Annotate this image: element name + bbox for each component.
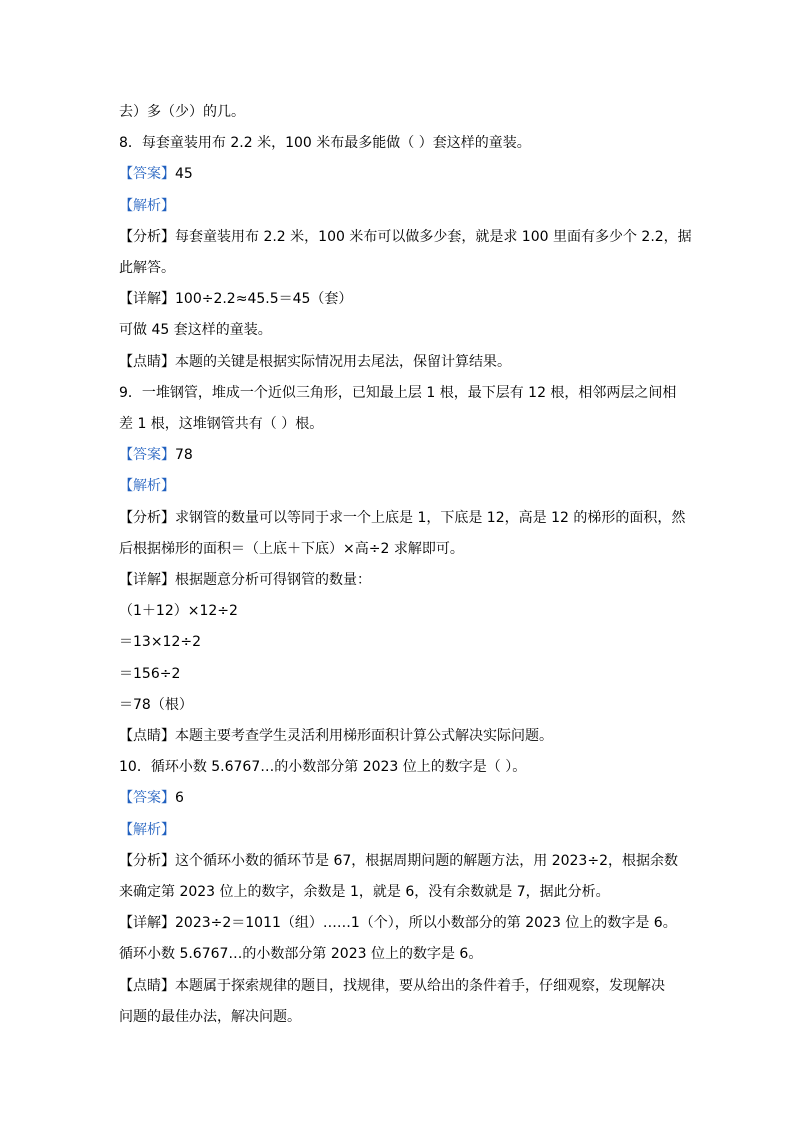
- line-text: 78: [175, 447, 193, 463]
- analysis-heading: [119, 476, 679, 496]
- formula-line: [119, 632, 679, 652]
- line-text: 根据题意分析可得钢管的数量：: [175, 572, 371, 588]
- line-text: 6: [175, 790, 184, 806]
- question-10: [119, 757, 679, 777]
- analysis-heading: [119, 196, 679, 216]
- analysis-heading: [119, 820, 679, 840]
- line-text: 每套童装用布 2.2 米，100 米布可以做多少套，就是求 100 里面有多少个 2.2，据: [175, 229, 692, 245]
- text-line: [119, 539, 679, 559]
- line-text: 本题的关键是根据实际情况用去尾法，保留计算结果。: [175, 354, 511, 370]
- line-text: 9．一堆钢管，堆成一个近似三角形，已知最上层 1 根，最下层有 12 根，相邻两层之间相: [119, 385, 677, 401]
- line-text: 本题主要考查学生灵活利用梯形面积计算公式解决实际问题。: [175, 728, 553, 744]
- line-text: 求钢管的数量可以等同于求一个上底是 1，下底是 12，高是 12 的梯形的面积，然: [175, 510, 686, 526]
- comment-tag: 【点睛】: [119, 354, 175, 370]
- answer-line: [119, 164, 679, 184]
- line-text: 来确定第 2023 位上的数字，余数是 1，就是 6，没有余数就是 7，据此分析。: [119, 884, 610, 900]
- answer-tag: 【答案】: [119, 166, 175, 182]
- line-text: （1＋12）×12÷2: [119, 603, 238, 619]
- line-text: ＝78（根）: [119, 697, 193, 713]
- answer-line: [119, 445, 679, 465]
- formula-line: [119, 664, 679, 684]
- line-text: 100÷2.2≈45.5＝45（套）: [175, 291, 353, 307]
- comment-tag: 【点睛】: [119, 978, 175, 994]
- formula-line: [119, 695, 679, 715]
- line-text: 后根据梯形的面积＝（上底＋下底）×高÷2 求解即可。: [119, 541, 464, 557]
- line-text: 此解答。: [119, 260, 175, 276]
- text-line: [119, 1007, 679, 1027]
- line-text: 这个循环小数的循环节是 67，根据周期问题的解题方法，用 2023÷2，根据余数: [175, 853, 678, 869]
- question-8: [119, 133, 679, 153]
- detail-line: [119, 913, 679, 933]
- text-line: [119, 944, 679, 964]
- detail-tag: 【详解】: [119, 915, 175, 931]
- fenxi-line: [119, 508, 686, 528]
- analysis-tag: 【解析】: [119, 198, 175, 214]
- question-9: [119, 383, 679, 403]
- comment-line: [119, 726, 679, 746]
- detail-tag: 【详解】: [119, 291, 175, 307]
- analysis-tag: 【解析】: [119, 478, 175, 494]
- line-text: 45: [175, 166, 193, 182]
- line-text: 问题的最佳办法，解决问题。: [119, 1009, 301, 1025]
- fenxi-tag: 【分析】: [119, 510, 175, 526]
- comment-tag: 【点睛】: [119, 728, 175, 744]
- line-text: 2023÷2＝1011（组）……1（个），所以小数部分的第 2023 位上的数字是 6。: [175, 915, 677, 931]
- text-line: [119, 320, 679, 340]
- fenxi-line: [119, 227, 692, 247]
- answer-line: [119, 788, 679, 808]
- line-text: 8．每套童装用布 2.2 米，100 米布最多能做（ ）套这样的童装。: [119, 135, 531, 151]
- formula-line: [119, 601, 679, 621]
- comment-line: [119, 352, 679, 372]
- fenxi-line: [119, 851, 679, 871]
- detail-line: [119, 289, 679, 309]
- line-text: 可做 45 套这样的童装。: [119, 322, 272, 338]
- fenxi-tag: 【分析】: [119, 853, 175, 869]
- line-text: 本题属于探索规律的题目，找规律，要从给出的条件着手，仔细观察，发现解决: [175, 978, 665, 994]
- answer-tag: 【答案】: [119, 790, 175, 806]
- analysis-tag: 【解析】: [119, 822, 175, 838]
- line-text: 循环小数 5.6767…的小数部分第 2023 位上的数字是 6。: [119, 946, 483, 962]
- text-line: [119, 102, 679, 122]
- line-text: 差 1 根，这堆钢管共有（ ）根。: [119, 416, 324, 432]
- comment-line: [119, 976, 679, 996]
- line-text: 10．循环小数 5.6767…的小数部分第 2023 位上的数字是（ ）。: [119, 759, 527, 775]
- fenxi-tag: 【分析】: [119, 229, 175, 245]
- line-text: 去）多（少）的几。: [119, 104, 245, 120]
- line-text: ＝13×12÷2: [119, 634, 201, 650]
- detail-line: [119, 570, 679, 590]
- text-line: [119, 258, 679, 278]
- line-text: ＝156÷2: [119, 666, 181, 682]
- detail-tag: 【详解】: [119, 572, 175, 588]
- text-line: [119, 882, 679, 902]
- text-line: [119, 414, 679, 434]
- answer-tag: 【答案】: [119, 447, 175, 463]
